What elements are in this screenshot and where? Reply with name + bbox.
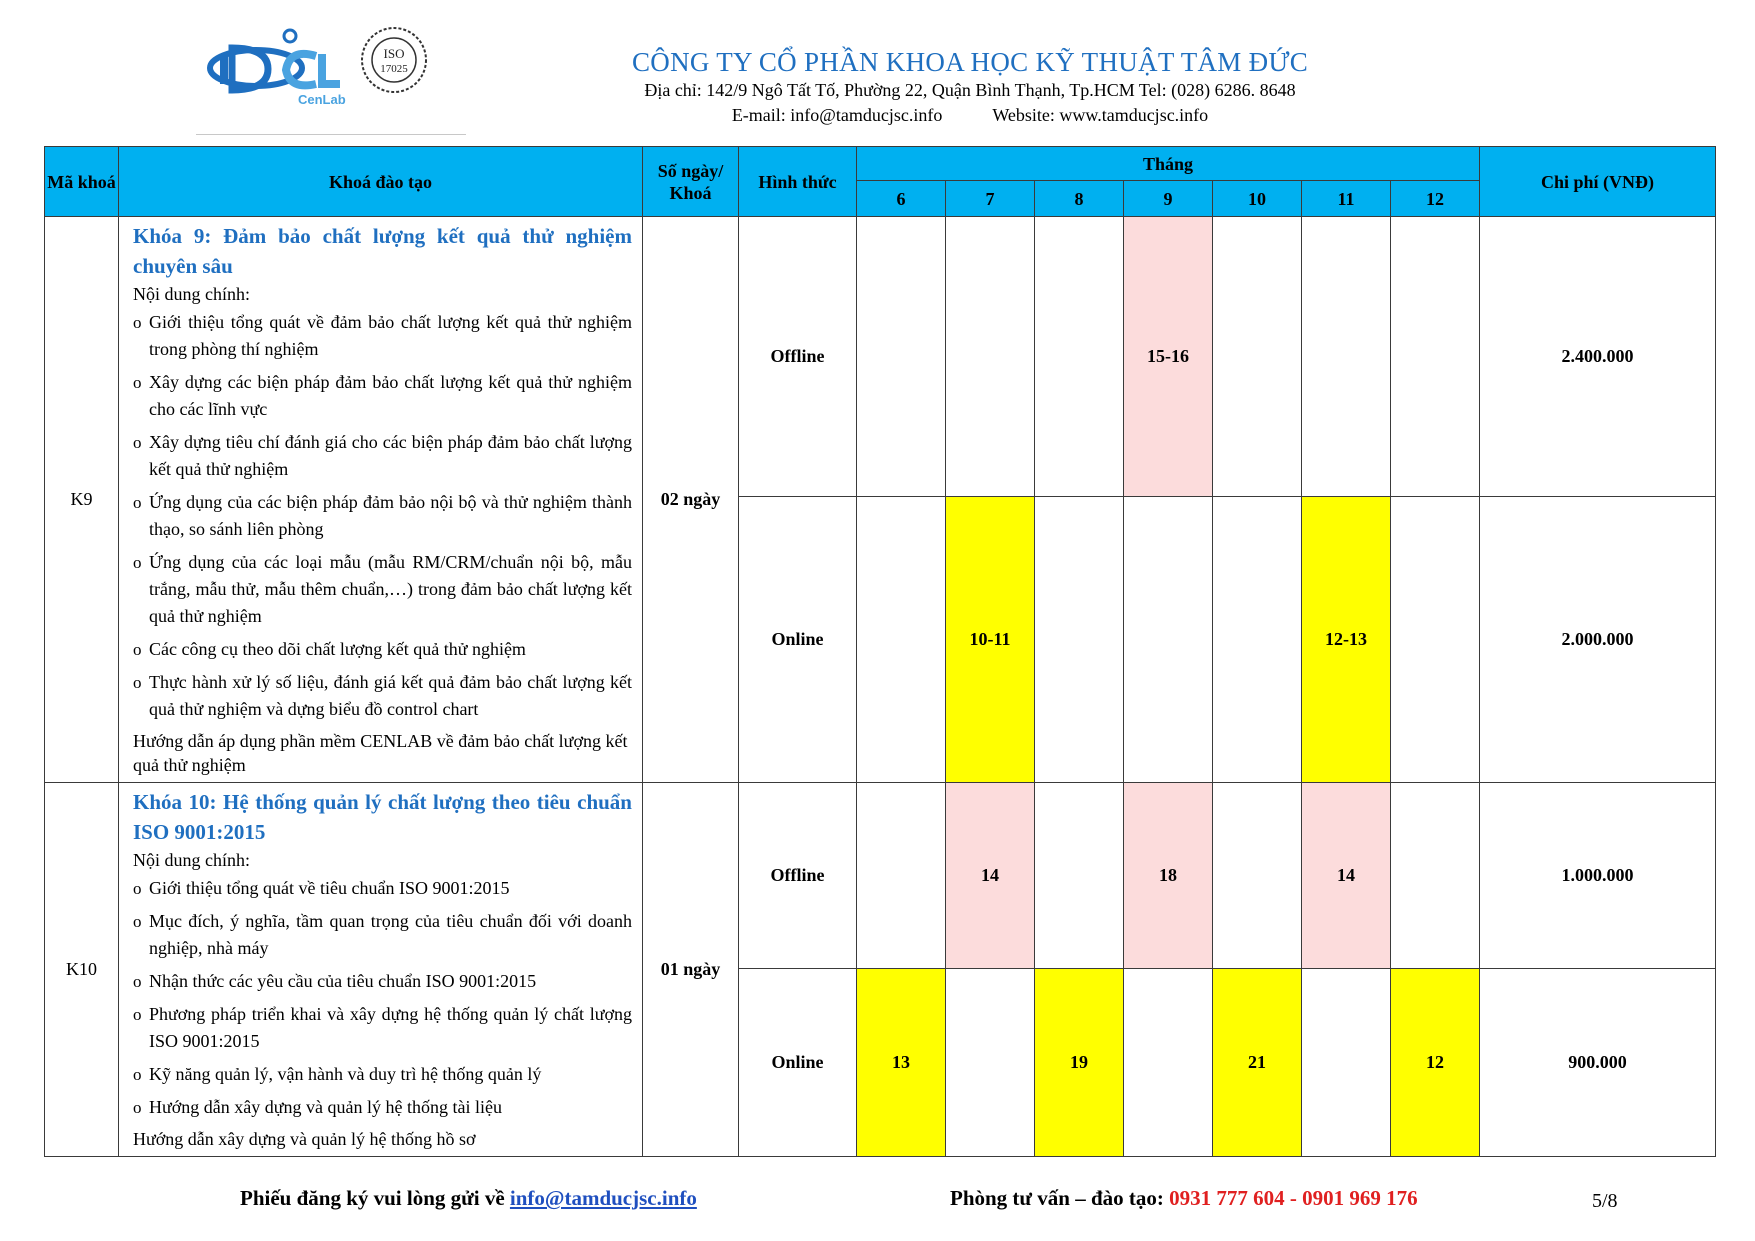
mode-offline: Offline	[739, 783, 857, 969]
list-item: o Phương pháp triển khai và xây dựng hệ thống quản lý chất lượng ISO 9001:2015	[133, 1001, 632, 1055]
col-days-header: Số ngày/ Khoá	[643, 147, 739, 217]
list-item: o Ứng dụng của các biện pháp đảm bảo nội bộ và thử nghiệm thành thạo, so sánh liên phòng	[133, 489, 632, 543]
month-header: 9	[1124, 181, 1213, 217]
date-cell	[1035, 217, 1124, 497]
list-item: o Giới thiệu tổng quát về đảm bảo chất lượng kết quả thử nghiệm trong phòng thí nghiệm	[133, 309, 632, 363]
company-website: Website: www.tamducjsc.info	[992, 105, 1209, 125]
mode-online: Online	[739, 497, 857, 783]
month-header: 10	[1213, 181, 1302, 217]
company-logo	[198, 14, 468, 132]
month-header: 7	[946, 181, 1035, 217]
footer-consult	[950, 1186, 1418, 1211]
list-item: o Nhận thức các yêu cầu của tiêu chuẩn ISO 9001:2015	[133, 968, 632, 995]
course-content-list	[133, 875, 632, 1121]
col-fee-header: Chi phí (VNĐ)	[1480, 147, 1716, 217]
month-header: 6	[857, 181, 946, 217]
mode-offline: Offline	[739, 217, 857, 497]
date-cell	[1035, 783, 1124, 969]
mode-online: Online	[739, 969, 857, 1157]
table-row	[45, 783, 1716, 969]
date-cell	[857, 217, 946, 497]
consult-phones: 0931 777 604 - 0901 969 176	[1169, 1186, 1418, 1210]
list-item: o Xây dựng các biện pháp đảm bảo chất lượng kết quả thử nghiệm cho các lĩnh vực	[133, 369, 632, 423]
date-cell	[1213, 783, 1302, 969]
iso-badge-icon	[362, 28, 426, 92]
course-days: 01 ngày	[643, 783, 739, 1157]
date-cell-highlight: 14	[1302, 783, 1391, 969]
list-item: o Mục đích, ý nghĩa, tầm quan trọng của tiêu chuẩn đối với doanh nghiệp, nhà máy	[133, 908, 632, 962]
course-content-list	[133, 309, 632, 723]
col-month-header: Tháng	[857, 147, 1480, 181]
course-code: K9	[45, 217, 119, 783]
course-footer-text: Hướng dẫn áp dụng phần mềm CENLAB về đảm bảo chất lượng kết quả thử nghiệm	[133, 731, 628, 775]
list-item: o Xây dựng tiêu chí đánh giá cho các biện pháp đảm bảo chất lượng kết quả thử nghiệm	[133, 429, 632, 483]
date-cell	[1124, 969, 1213, 1157]
list-item: o Ứng dụng của các loại mẫu (mẫu RM/CRM/chuẩn nội bộ, mẫu trắng, mẫu thử, mẫu thêm chuẩn,…) trong đảm bảo chất lượng kết quả thử nghiệm	[133, 549, 632, 630]
course-schedule-table	[44, 146, 1716, 1157]
company-contact	[600, 103, 1340, 127]
consult-label: Phòng tư vấn – đào tạo:	[950, 1186, 1164, 1210]
date-cell	[1035, 497, 1124, 783]
col-course-header: Khoá đào tạo	[119, 147, 643, 217]
date-cell	[1302, 217, 1391, 497]
svg-text:CenLab: CenLab	[298, 92, 346, 107]
cenlab-logo-icon	[198, 14, 468, 132]
date-cell	[1124, 497, 1213, 783]
date-cell-highlight: 12	[1391, 969, 1480, 1157]
fee-cell: 1.000.000	[1480, 783, 1716, 969]
svg-text:ISO: ISO	[383, 46, 405, 61]
list-item: o Các công cụ theo dõi chất lượng kết quả thử nghiệm	[133, 636, 632, 663]
month-header: 8	[1035, 181, 1124, 217]
fee-cell: 900.000	[1480, 969, 1716, 1157]
list-item: o Hướng dẫn xây dựng và quản lý hệ thống tài liệu	[133, 1094, 632, 1121]
month-header: 11	[1302, 181, 1391, 217]
register-text: Phiếu đăng ký vui lòng gửi về	[240, 1186, 505, 1210]
date-cell	[1391, 497, 1480, 783]
company-name: CÔNG TY CỔ PHẦN KHOA HỌC KỸ THUẬT TÂM ĐỨC	[631, 47, 1309, 77]
date-cell-highlight: 10-11	[946, 497, 1035, 783]
course-title: Khóa 9: Đảm bảo chất lượng kết quả thử nghiệm chuyên sâu	[133, 224, 632, 278]
register-email-link[interactable]: info@tamducjsc.info	[509, 1186, 697, 1210]
course-footer-text: Hướng dẫn xây dựng và quản lý hệ thống hồ sơ	[133, 1129, 476, 1149]
list-item: o Giới thiệu tổng quát về tiêu chuẩn ISO 9001:2015	[133, 875, 632, 902]
date-cell-highlight: 19	[1035, 969, 1124, 1157]
date-cell	[857, 783, 946, 969]
date-cell-highlight: 12-13	[1302, 497, 1391, 783]
course-content-label: Nội dung chính:	[133, 850, 250, 870]
course-content-label: Nội dung chính:	[133, 284, 250, 304]
course-description	[119, 217, 643, 783]
svg-text:17025: 17025	[380, 63, 408, 75]
table-header-row	[45, 147, 1716, 181]
course-description	[119, 783, 643, 1157]
month-header: 12	[1391, 181, 1480, 217]
course-code: K10	[45, 783, 119, 1157]
date-cell	[1391, 783, 1480, 969]
date-cell	[946, 217, 1035, 497]
list-item: o Kỹ năng quản lý, vận hành và duy trì hệ thống quản lý	[133, 1061, 632, 1088]
date-cell	[857, 497, 946, 783]
date-cell	[946, 969, 1035, 1157]
date-cell	[1391, 217, 1480, 497]
page-number: 5/8	[1592, 1190, 1618, 1212]
course-title: Khóa 10: Hệ thống quản lý chất lượng theo tiêu chuẩn ISO 9001:2015	[133, 790, 632, 844]
list-item: o Thực hành xử lý số liệu, đánh giá kết quả đảm bảo chất lượng kết quả thử nghiệm và dựng biểu đồ control chart	[133, 669, 632, 723]
col-code-header: Mã khoá	[45, 147, 119, 217]
date-cell-highlight: 18	[1124, 783, 1213, 969]
company-email: E-mail: info@tamducjsc.info	[731, 105, 943, 125]
date-cell-highlight: 13	[857, 969, 946, 1157]
date-cell-highlight: 21	[1213, 969, 1302, 1157]
company-header	[600, 46, 1340, 127]
fee-cell: 2.000.000	[1480, 497, 1716, 783]
fee-cell: 2.400.000	[1480, 217, 1716, 497]
date-cell	[1213, 217, 1302, 497]
footer-register	[240, 1186, 697, 1211]
date-cell-highlight: 15-16	[1124, 217, 1213, 497]
logo-divider	[196, 134, 466, 135]
course-days: 02 ngày	[643, 217, 739, 783]
date-cell-highlight: 14	[946, 783, 1035, 969]
col-mode-header: Hình thức	[739, 147, 857, 217]
date-cell	[1213, 497, 1302, 783]
company-address: Địa chỉ: 142/9 Ngô Tất Tố, Phường 22, Quận Bình Thạnh, Tp.HCM Tel: (028) 6286. 8648	[644, 80, 1296, 100]
table-row	[45, 217, 1716, 497]
date-cell	[1302, 969, 1391, 1157]
